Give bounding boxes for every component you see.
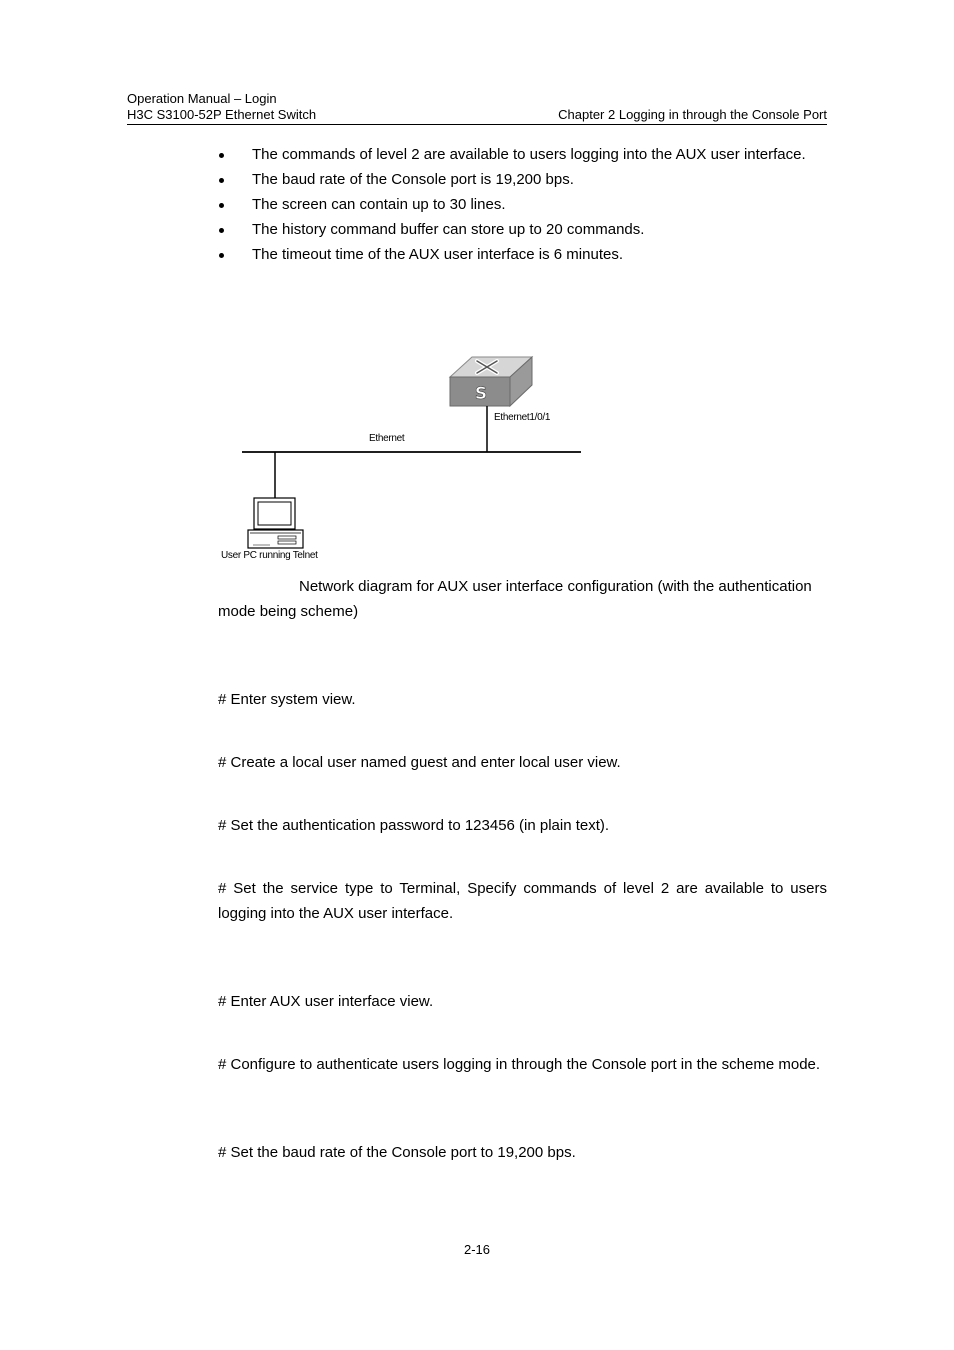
desktop-pc-icon: [248, 498, 303, 548]
step-text: # Set the service type to Terminal, Specify commands of level 2 are available to users logging into the AUX user interface.: [218, 880, 827, 922]
network-label: Ethernet: [369, 433, 405, 444]
step-text: # Enter system view.: [218, 691, 356, 708]
network-diagram: [0, 0, 954, 580]
product-name: H3C S3100-52P Ethernet Switch: [127, 107, 317, 122]
switch-port-label: Ethernet1/0/1: [494, 412, 551, 423]
bullet-item: The commands of level 2 are available to users logging into the AUX user interface.: [218, 142, 827, 167]
h3c-switch-icon: [450, 357, 532, 406]
step-text: # Configure to authenticate users logging in through the Console port in the scheme mode.: [218, 1056, 821, 1073]
step-text: # Create a local user named guest and enter local user view.: [218, 754, 621, 771]
bullet-item: The screen can contain up to 30 lines.: [218, 192, 827, 217]
figure-caption: Network diagram for AUX user interface configuration (with the authentication mode being scheme): [218, 578, 812, 620]
bullet-item: The history command buffer can store up to 20 commands.: [218, 217, 827, 242]
chapter-title: Chapter 2 Logging in through the Console Port: [558, 107, 827, 122]
step-text: # Set the authentication password to 123456 (in plain text).: [218, 817, 610, 834]
step-text: # Set the baud rate of the Console port to 19,200 bps.: [218, 1144, 576, 1161]
bullet-item: The baud rate of the Console port is 19,200 bps.: [218, 167, 827, 192]
page-number: 2-16: [463, 1242, 491, 1257]
step-text: # Enter AUX user interface view.: [218, 993, 434, 1010]
pc-label: User PC running Telnet: [221, 550, 318, 561]
manual-title: Operation Manual – Login: [127, 91, 277, 106]
bullet-item: The timeout time of the AUX user interface is 6 minutes.: [218, 242, 827, 267]
switch-letter: S: [474, 384, 488, 404]
